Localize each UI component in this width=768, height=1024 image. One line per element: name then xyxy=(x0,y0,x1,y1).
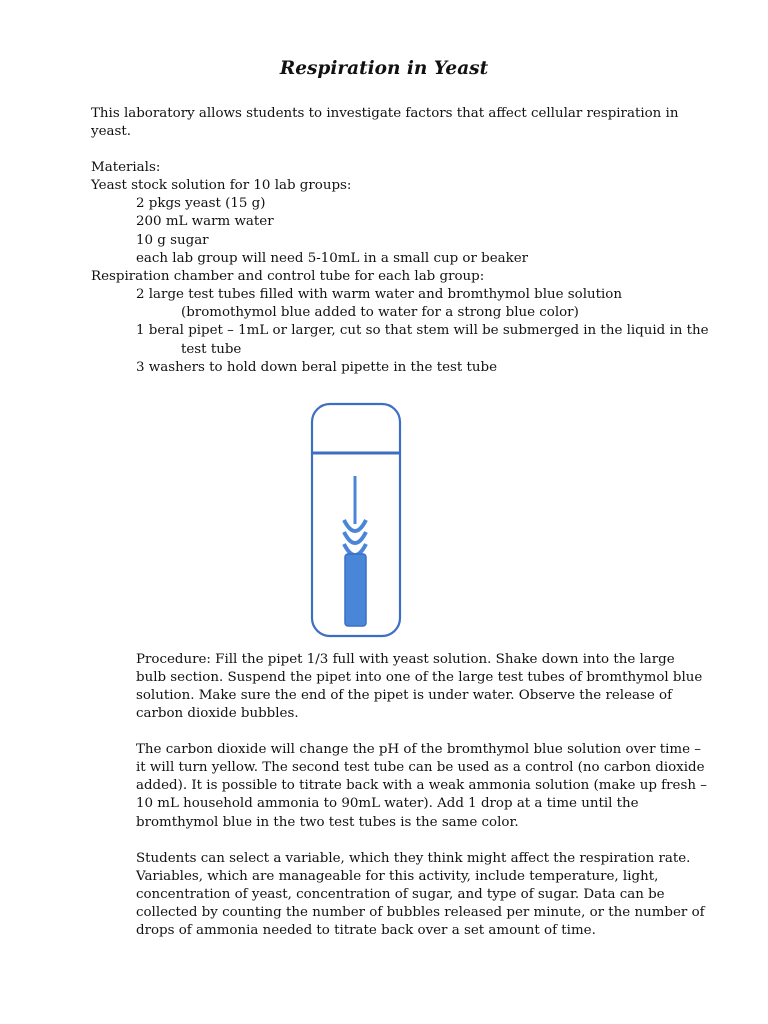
chamber-item: 1 beral pipet – 1mL or larger, cut so that stem will be submerged in the liquid in the xyxy=(136,323,709,338)
chamber-item: 3 washers to hold down beral pipette in the test tube xyxy=(136,360,498,375)
co2-paragraph-line: The carbon dioxide will change the pH of the bromthymol blue solution over time – xyxy=(136,742,701,757)
stock-item: 200 mL warm water xyxy=(136,214,274,229)
stock-heading: Yeast stock solution for 10 lab groups: xyxy=(91,178,352,193)
document-title: Respiration in Yeast xyxy=(279,58,489,79)
variables-paragraph-line: concentration of yeast, concentration of sugar, and type of sugar. Data can be xyxy=(136,887,665,902)
variables-paragraph-line: Students can select a variable, which they think might affect the respiration rate. xyxy=(136,851,691,866)
intro-line: This laboratory allows students to investigate factors that affect cellular respiration in xyxy=(91,106,679,121)
variables-paragraph-line: drops of ammonia needed to titrate back over a set amount of time. xyxy=(136,923,596,938)
procedure-line: Procedure: Fill the pipet 1/3 full with yeast solution. Shake down into the large xyxy=(136,652,675,667)
stock-item: 2 pkgs yeast (15 g) xyxy=(136,196,266,211)
procedure-line: solution. Make sure the end of the pipet is under water. Observe the release of xyxy=(136,688,673,703)
chamber-item: 2 large test tubes filled with warm water and bromthymol blue solution xyxy=(136,287,622,302)
procedure-line: bulb section. Suspend the pipet into one of the large test tubes of bromthymol blue xyxy=(136,670,703,685)
variables-paragraph-line: Variables, which are manageable for this activity, include temperature, light, xyxy=(136,869,659,884)
stock-item: 10 g sugar xyxy=(136,233,209,248)
variables-paragraph-line: collected by counting the number of bubbles released per minute, or the number of xyxy=(136,905,705,920)
pipet-bulb xyxy=(345,554,366,626)
co2-paragraph-line: added). It is possible to titrate back with a weak ammonia solution (make up fresh – xyxy=(136,778,707,793)
chamber-heading: Respiration chamber and control tube for each lab group: xyxy=(91,269,485,284)
stock-item: each lab group will need 5-10mL in a small cup or beaker xyxy=(136,251,529,266)
test-tube-diagram xyxy=(300,396,420,646)
materials-heading: Materials: xyxy=(91,160,161,175)
chamber-item-note: (bromothymol blue added to water for a strong blue color) xyxy=(181,305,579,320)
chamber-item-continuation: test tube xyxy=(181,342,242,357)
co2-paragraph-line: bromthymol blue in the two test tubes is the same color. xyxy=(136,815,519,830)
intro-line: yeast. xyxy=(91,124,131,139)
co2-paragraph-line: it will turn yellow. The second test tube can be used as a control (no carbon dioxide xyxy=(136,760,705,775)
co2-paragraph-line: 10 mL household ammonia to 90mL water). Add 1 drop at a time until the xyxy=(136,796,639,811)
procedure-line: carbon dioxide bubbles. xyxy=(136,706,299,721)
